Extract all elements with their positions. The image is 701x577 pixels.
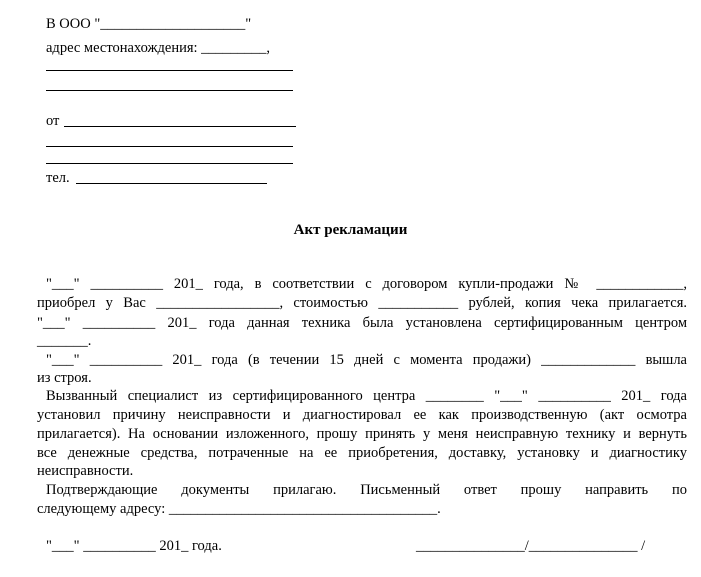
p1-line-4: _______. xyxy=(37,333,92,349)
document-title: Акт рекламации xyxy=(293,222,408,238)
p2-line-2: из строя. xyxy=(37,370,92,386)
p3-line-2: установил причину неисправности и диагностировал ее как производственную (акт осмотра xyxy=(37,407,687,423)
footer-date: "___" __________ 201_ года. xyxy=(46,538,222,554)
p2-line-1: "___" __________ 201_ года (в течении 15 дней с момента продажи) _____________ вышла xyxy=(46,352,687,368)
from-rule-3 xyxy=(46,163,293,164)
p1-line-3: "___" __________ 201_ года данная техника была установлена сертифицированным центром xyxy=(37,315,687,331)
p4-line-1: Подтверждающие документы прилагаю. Письменный ответ прошу направить по xyxy=(46,482,687,498)
from-label: от xyxy=(46,113,60,129)
address-rule-2 xyxy=(46,90,293,91)
p1-line-1: "___" __________ 201_ года, в соответствии с договором купли-продажи № ____________, xyxy=(46,276,687,292)
address-label: адрес местонахождения: _________, xyxy=(46,40,271,56)
tel-label: тел. xyxy=(46,170,70,186)
p1-line-2: приобрел у Вас _________________, стоимостью ___________ рублей, копия чека прилагается. xyxy=(37,295,687,311)
p3-line-5: неисправности. xyxy=(37,463,134,479)
p3-line-3: прилагается). На основании изложенного, прошу принять у меня неисправную технику и вернуть xyxy=(37,426,687,442)
p4-line-2: следующему адресу: _____________________________________. xyxy=(37,501,441,517)
footer-signature: _______________/_______________ / xyxy=(416,538,646,554)
p3-line-1: Вызванный специалист из сертифицированного центра ________ "___" __________ 201_ года xyxy=(46,388,687,404)
from-rule-2 xyxy=(46,146,293,147)
address-rule-1 xyxy=(46,70,293,71)
p3-line-4: все денежные средства, потраченные на ее приобретения, доставку, установку и диагностику xyxy=(37,445,687,461)
recipient-line: В ООО "____________________" xyxy=(46,16,252,32)
from-rule-1 xyxy=(64,126,296,127)
tel-rule xyxy=(76,183,267,184)
